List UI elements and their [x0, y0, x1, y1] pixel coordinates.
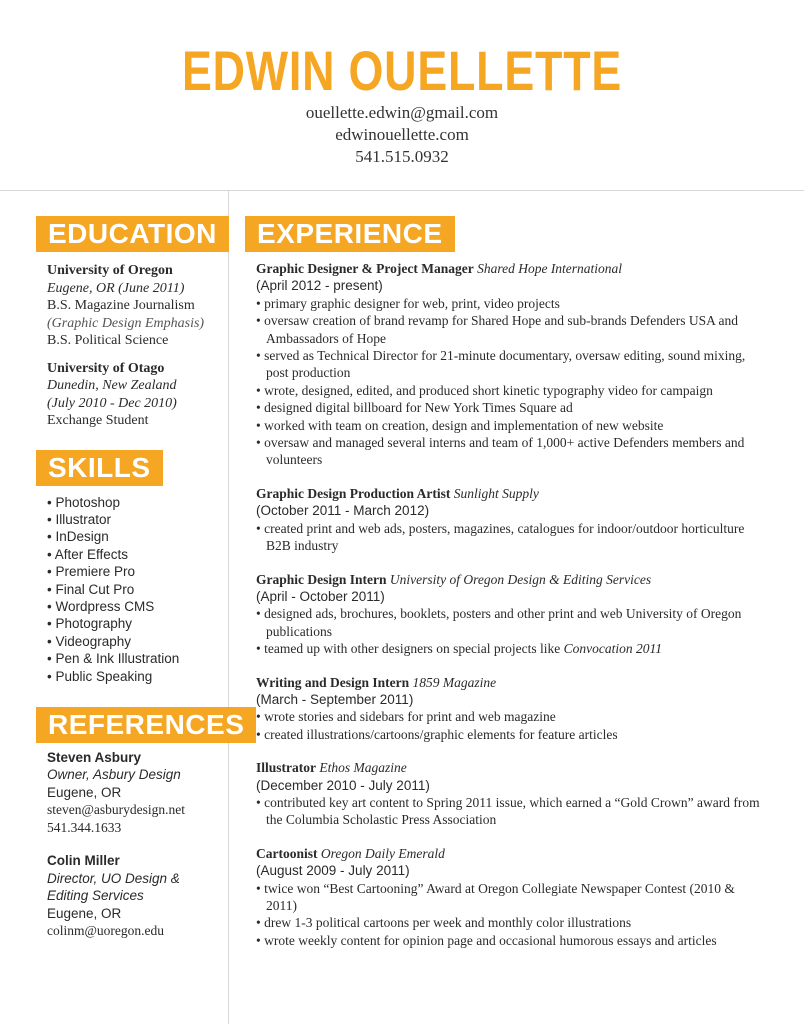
education-section [36, 262, 226, 430]
job-org: Shared Hope International [477, 261, 623, 276]
job-bullet: • contributed key art content to Spring 2011 issue, which earned a “Gold Crown” award from the Columbia Scholastic Press Association [256, 794, 765, 829]
right-column [245, 216, 765, 965]
job-org: 1859 Magazine [412, 674, 497, 690]
job-dates: (April 2012 - present) [256, 278, 383, 294]
job-bullet: • primary graphic designer for web, print, video projects [256, 295, 765, 312]
contact-email: ouellette.edwin@gmail.com [305, 103, 499, 122]
school-location: Eugene, OR (June 2011) [47, 280, 185, 296]
job-org: Oregon Daily Emerald [320, 845, 445, 861]
degree: B.S. Magazine Journalism [47, 298, 195, 313]
references-section [36, 749, 226, 940]
column-divider [228, 191, 229, 1024]
skills-list [36, 494, 226, 685]
job-entry [245, 485, 765, 555]
skill-item: • Final Cut Pro [47, 581, 226, 598]
job-bullet: • twice won “Best Cartooning” Award at Oregon Collegiate Newspaper Contest (2010 & 2011) [256, 880, 765, 915]
job-title: Graphic Design Production Artist [256, 485, 451, 501]
job-bullet: • wrote, designed, edited, and produced short kinetic typography video for campaign [256, 382, 765, 399]
job-org: University of Oregon Design & Editing Services [389, 571, 652, 587]
candidate-name: EDWIN OUELLETTE [181, 39, 623, 102]
skills-heading: SKILLS [36, 450, 163, 486]
job-title: Cartoonist [256, 845, 318, 861]
skill-item: • Photography [47, 615, 226, 632]
job-bullet: • worked with team on creation, design and implementation of new website [256, 417, 765, 434]
job-bullet: • oversaw and managed several interns and team of 1,000+ active Defenders members and volunteers [256, 434, 765, 469]
job-dates: (October 2011 - March 2012) [256, 503, 430, 519]
job-bullet: • served as Technical Director for 21-minute documentary, oversaw editing, sound mixing, post production [256, 347, 765, 382]
skill-item: • Pen & Ink Illustration [47, 650, 226, 667]
reference-location: Eugene, OR [47, 784, 122, 800]
references-heading: REFERENCES [36, 707, 256, 743]
contact-website: edwinouellette.com [335, 125, 469, 144]
job-dates: (April - October 2011) [256, 588, 385, 604]
job-org: Ethos Magazine [319, 760, 407, 776]
degree-emphasis: (Graphic Design Emphasis) [47, 315, 205, 331]
job-dates: (December 2010 - July 2011) [256, 777, 430, 793]
reference-role: Owner, Asbury Design [47, 767, 181, 783]
job-org: Sunlight Supply [453, 485, 539, 501]
skill-item: • Premiere Pro [47, 563, 226, 580]
skill-item: • Videography [47, 633, 226, 650]
job-entry [245, 260, 765, 469]
reference-role: Director, UO Design & [47, 870, 180, 886]
school-dates: (July 2010 - Dec 2010) [47, 395, 177, 411]
job-entry [245, 845, 765, 949]
job-bullet: • teamed up with other designers on special projects like Convocation 2011 [256, 640, 765, 657]
reference-role: Editing Services [47, 888, 144, 904]
education-heading: EDUCATION [36, 216, 229, 252]
job-dates: (August 2009 - July 2011) [256, 863, 410, 879]
job-entry [245, 571, 765, 658]
reference-name: Colin Miller [47, 853, 120, 869]
skill-item: • InDesign [47, 528, 226, 545]
job-entry [245, 674, 765, 744]
job-title: Graphic Design Intern [256, 571, 387, 587]
reference-name: Steven Asbury [47, 749, 142, 765]
job-dates: (March - September 2011) [256, 691, 414, 707]
contact-phone: 541.515.0932 [355, 147, 449, 166]
job-title: Writing and Design Intern [256, 674, 410, 690]
reference-email: colinm@uoregon.edu [47, 923, 165, 939]
job-title: Graphic Designer & Project Manager [256, 261, 474, 276]
header-divider [0, 190, 804, 191]
reference-phone: 541.344.1633 [47, 819, 122, 835]
job-entry [245, 759, 765, 829]
school-name: University of Otago [47, 360, 165, 376]
job-bullet: • designed ads, brochures, booklets, posters and other print and web University of Oregon publications [256, 605, 765, 640]
reference-location: Eugene, OR [47, 905, 122, 921]
job-bullet: • created illustrations/cartoons/graphic elements for feature articles [256, 726, 765, 743]
job-title: Illustrator [256, 760, 316, 776]
job-bullet: • drew 1-3 political cartoons per week and monthly color illustrations [256, 914, 765, 931]
skill-item: • Photoshop [47, 494, 226, 511]
skill-item: • After Effects [47, 546, 226, 563]
job-bullet: • wrote weekly content for opinion page and occasional humorous essays and articles [256, 932, 765, 949]
job-bullet: • created print and web ads, posters, magazines, catalogues for indoor/outdoor horticulture B2B industry [256, 520, 765, 555]
degree: B.S. Political Science [47, 333, 169, 348]
experience-heading: EXPERIENCE [245, 216, 455, 252]
school-location: Dunedin, New Zealand [47, 378, 177, 393]
job-bullet: • wrote stories and sidebars for print and web magazine [256, 708, 765, 725]
job-bullet: • designed digital billboard for New York Times Square ad [256, 399, 765, 416]
job-bullet: • oversaw creation of brand revamp for Shared Hope and sub-brands Defenders USA and Ambassadors of Hope [256, 312, 765, 347]
skill-item: • Public Speaking [47, 668, 226, 685]
skill-item: • Illustrator [47, 511, 226, 528]
resume-header [0, 0, 804, 168]
left-column [36, 216, 245, 940]
program: Exchange Student [47, 413, 149, 428]
school-name: University of Oregon [47, 263, 173, 278]
reference-email: steven@asburydesign.net [47, 802, 186, 818]
skill-item: • Wordpress CMS [47, 598, 226, 615]
